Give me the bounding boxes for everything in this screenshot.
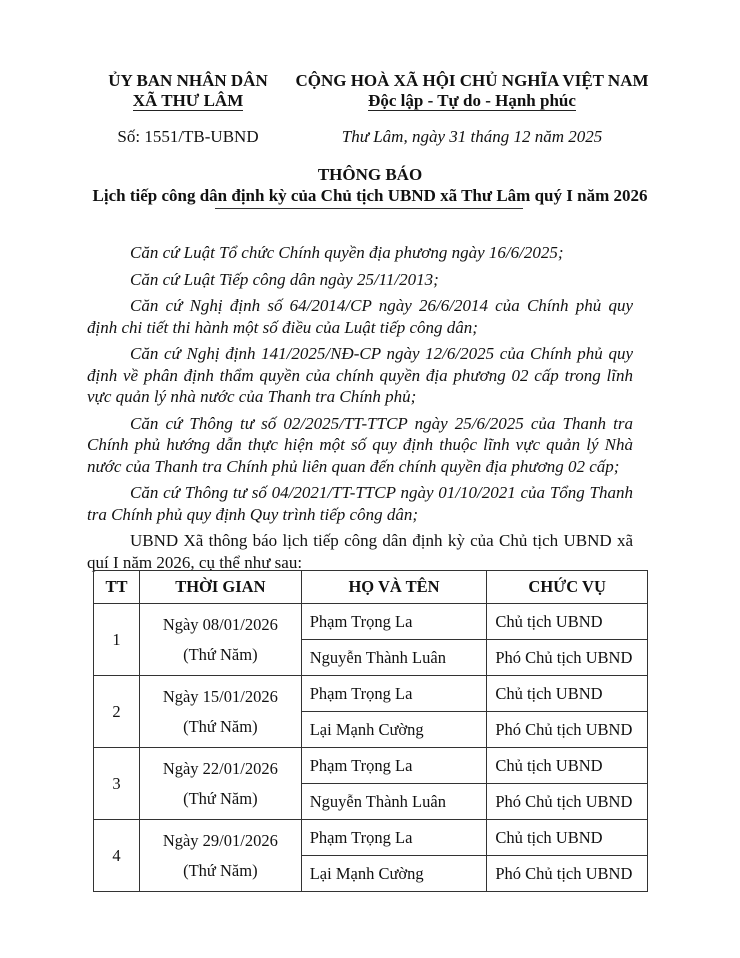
- legal-basis: Căn cứ Nghị định 141/2025/NĐ-CP ngày 12/6/2025 của Chính phủ quy định về phân định thẩm quyền của chính quyền địa phương 02 cấp trong lĩnh vực quản lý nhà nước của Thanh tra Chính phủ;: [87, 344, 633, 406]
- date: Ngày 08/01/2026: [162, 614, 278, 634]
- table-row: [94, 676, 648, 712]
- agency-line-1: ỦY BAN NHÂN DÂN: [108, 71, 268, 90]
- person-name: Phạm Trọng La: [301, 604, 487, 640]
- row-date: [139, 748, 301, 820]
- col-header-tt: TT: [94, 571, 140, 604]
- date: Ngày 22/01/2026: [162, 758, 278, 778]
- col-header-role: CHỨC VỤ: [487, 571, 648, 604]
- nation-line-2: Độc lập - Tự do - Hạnh phúc: [368, 91, 576, 110]
- title-divider: [215, 208, 523, 209]
- col-header-name: HỌ VÀ TÊN: [301, 571, 487, 604]
- person-name: Nguyễn Thành Luân: [301, 784, 487, 820]
- row-number: 1: [94, 604, 140, 676]
- person-role: Phó Chủ tịch UBND: [487, 712, 648, 748]
- person-role: Chủ tịch UBND: [487, 604, 648, 640]
- place-and-date: Thư Lâm, ngày 31 tháng 12 năm 2025: [341, 127, 603, 146]
- document-number: Số: 1551/TB-UBND: [117, 127, 259, 146]
- legal-basis: Căn cứ Nghị định số 64/2014/CP ngày 26/6/2014 của Chính phủ quy định chi tiết thi hành một số điều của Luật tiếp công dân;: [87, 296, 633, 337]
- col-header-time: THỜI GIAN: [139, 571, 301, 604]
- issuing-agency: [88, 71, 288, 111]
- row-number: 3: [94, 748, 140, 820]
- table-row: [94, 820, 648, 856]
- person-role: Phó Chủ tịch UBND: [487, 640, 648, 676]
- table-row: [94, 748, 648, 784]
- legal-bases: [87, 242, 633, 573]
- row-date: [139, 604, 301, 676]
- national-motto: [282, 71, 662, 111]
- person-name: Phạm Trọng La: [301, 820, 487, 856]
- row-number: 2: [94, 676, 140, 748]
- person-role: Phó Chủ tịch UBND: [487, 856, 648, 892]
- person-role: Phó Chủ tịch UBND: [487, 784, 648, 820]
- table-header-row: [94, 571, 648, 604]
- agency-line-2: XÃ THƯ LÂM: [132, 91, 244, 110]
- weekday: (Thứ Năm): [183, 644, 258, 664]
- person-name: Lại Mạnh Cường: [301, 712, 487, 748]
- person-role: Chủ tịch UBND: [487, 820, 648, 856]
- intro-paragraph: UBND Xã thông báo lịch tiếp công dân định kỳ của Chủ tịch UBND xã quí I năm 2026, cụ thể như sau:: [87, 531, 633, 572]
- date: Ngày 29/01/2026: [162, 830, 278, 850]
- document-title: [80, 164, 660, 206]
- legal-basis: Căn cứ Luật Tổ chức Chính quyền địa phương ngày 16/6/2025;: [130, 243, 564, 262]
- person-name: Nguyễn Thành Luân: [301, 640, 487, 676]
- legal-basis: Căn cứ Thông tư số 02/2025/TT-TTCP ngày 25/6/2025 của Thanh tra Chính phủ hướng dẫn thực hiện một số quy định thuộc lĩnh vực quản lý Nhà nước của Thanh tra Chính phủ liên quan đến chính quyền địa phương 02 cấp;: [87, 413, 633, 476]
- weekday: (Thứ Năm): [183, 860, 258, 880]
- table-row: [94, 604, 648, 640]
- row-number: 4: [94, 820, 140, 892]
- title-subtitle: Lịch tiếp công dân định kỳ của Chủ tịch UBND xã Thư Lâm quý I năm 2026: [92, 186, 648, 205]
- person-name: Phạm Trọng La: [301, 676, 487, 712]
- person-role: Chủ tịch UBND: [487, 676, 648, 712]
- person-role: Chủ tịch UBND: [487, 748, 648, 784]
- title-main: THÔNG BÁO: [317, 165, 423, 184]
- row-date: [139, 820, 301, 892]
- person-name: Lại Mạnh Cường: [301, 856, 487, 892]
- reception-schedule-table: [93, 570, 648, 892]
- row-date: [139, 676, 301, 748]
- person-name: Phạm Trọng La: [301, 748, 487, 784]
- weekday: (Thứ Năm): [183, 788, 258, 808]
- nation-line-1: CỘNG HOÀ XÃ HỘI CHỦ NGHĨA VIỆT NAM: [295, 71, 649, 90]
- legal-basis: Căn cứ Luật Tiếp công dân ngày 25/11/2013;: [130, 269, 439, 289]
- legal-basis: Căn cứ Thông tư số 04/2021/TT-TTCP ngày 01/10/2021 của Tổng Thanh tra Chính phủ quy định Quy trình tiếp công dân;: [87, 483, 633, 524]
- date: Ngày 15/01/2026: [162, 686, 278, 706]
- weekday: (Thứ Năm): [183, 716, 258, 736]
